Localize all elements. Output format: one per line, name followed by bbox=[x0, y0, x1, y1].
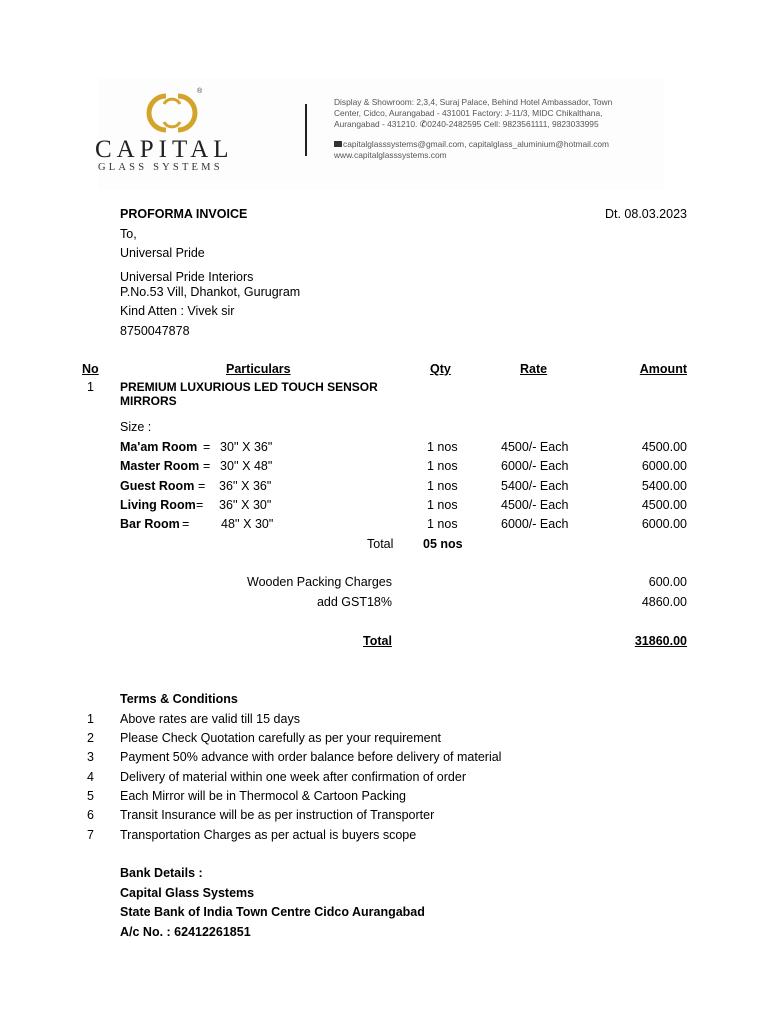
term-text: Please Check Quotation carefully as per your requirement bbox=[120, 731, 441, 745]
term-text: Delivery of material within one week after confirmation of order bbox=[120, 770, 466, 784]
term-no: 7 bbox=[87, 828, 94, 842]
client-name: Universal Pride bbox=[120, 246, 205, 260]
row-eq: = bbox=[203, 440, 211, 454]
letterhead-contact bbox=[334, 97, 612, 161]
address-line: Display & Showroom: 2,3,4, Suraj Palace, Behind Hotel Ambassador, Town bbox=[334, 97, 613, 107]
attention-line: Kind Atten : Vivek sir bbox=[120, 304, 235, 318]
email-line: capitalglasssystems@gmail.com, capitalglass_aluminium@hotmail.com bbox=[334, 139, 612, 150]
term-text: Each Mirror will be in Thermocol & Cartoon Packing bbox=[120, 789, 406, 803]
row-room: Ma'am Room bbox=[120, 440, 198, 454]
term-no: 3 bbox=[87, 750, 94, 764]
gst-label: add GST18% bbox=[316, 595, 392, 609]
row-qty: 1 nos bbox=[427, 517, 458, 531]
row-amount: 4500.00 bbox=[641, 440, 687, 454]
subtotal-qty: 05 nos bbox=[423, 537, 463, 551]
header-rate: Rate bbox=[520, 362, 548, 376]
term-text: Transportation Charges as per actual is buyers scope bbox=[120, 828, 417, 842]
row-qty: 1 nos bbox=[427, 498, 458, 512]
row-room: Master Room bbox=[120, 459, 200, 473]
item-title-line2: MIRRORS bbox=[120, 394, 177, 408]
invoice-title: PROFORMA INVOICE bbox=[120, 207, 248, 221]
row-room: Guest Room bbox=[120, 479, 195, 493]
row-qty: 1 nos bbox=[427, 440, 458, 454]
brand-subtitle: GLASS SYSTEMS bbox=[98, 162, 223, 173]
term-text: Transit Insurance will be as per instruction of Transporter bbox=[120, 808, 435, 822]
website: www.capitalglasssystems.com bbox=[334, 149, 447, 160]
grand-total-amount: 31860.00 bbox=[634, 634, 687, 648]
grand-total-label: Total bbox=[363, 634, 392, 648]
row-rate: 4500/- Each bbox=[501, 440, 569, 454]
bank-account-number: A/c No. : 62412261851 bbox=[120, 925, 251, 939]
gst-amount: 4860.00 bbox=[641, 595, 687, 609]
term-no: 2 bbox=[87, 731, 94, 745]
address-line: Aurangabad - 431210. ✆0240-2482595 Cell: 9823561111, 9823033995 bbox=[334, 119, 599, 130]
terms-heading: Terms & Conditions bbox=[120, 692, 238, 706]
row-eq: = bbox=[203, 459, 211, 473]
header-amount: Amount bbox=[639, 362, 687, 376]
bank-account-name: Capital Glass Systems bbox=[120, 886, 255, 900]
subtotal-label: Total bbox=[367, 537, 394, 551]
row-eq: = bbox=[196, 498, 204, 512]
header-particulars: Particulars bbox=[226, 362, 291, 376]
item-no: 1 bbox=[87, 380, 94, 394]
row-qty: 1 nos bbox=[427, 459, 458, 473]
registered-mark: ® bbox=[197, 88, 203, 95]
row-room: Bar Room bbox=[120, 517, 180, 531]
brand-name: CAPITAL bbox=[95, 136, 234, 163]
term-text: Above rates are valid till 15 days bbox=[120, 712, 300, 726]
row-amount: 5400.00 bbox=[641, 479, 687, 493]
row-size: 30'' X 36" bbox=[220, 440, 273, 454]
invoice-date: Dt. 08.03.2023 bbox=[604, 207, 687, 221]
item-title-line1: PREMIUM LUXURIOUS LED TOUCH SENSOR bbox=[120, 380, 378, 394]
row-rate: 6000/- Each bbox=[501, 459, 569, 473]
term-no: 5 bbox=[87, 789, 94, 803]
address-line: Center, Cidco, Aurangabad - 431001 Factory: J-11/3, MIDC Chikalthana, bbox=[334, 108, 603, 119]
row-rate: 5400/- Each bbox=[501, 479, 569, 493]
row-size: 30'' X 48" bbox=[220, 459, 273, 473]
header-no: No bbox=[82, 362, 99, 376]
letterhead-divider bbox=[305, 104, 307, 156]
term-no: 4 bbox=[87, 770, 94, 784]
client-address: P.No.53 Vill, Dhankot, Gurugram bbox=[120, 285, 301, 299]
term-no: 1 bbox=[87, 712, 94, 726]
row-amount: 6000.00 bbox=[641, 459, 687, 473]
row-size: 36'' X 36" bbox=[219, 479, 272, 493]
row-size: 36'' X 30" bbox=[219, 498, 272, 512]
packing-amount: 600.00 bbox=[648, 575, 687, 589]
row-amount: 6000.00 bbox=[641, 517, 687, 531]
header-qty: Qty bbox=[430, 362, 451, 376]
bank-heading: Bank Details : bbox=[120, 866, 203, 880]
mail-icon bbox=[334, 141, 342, 147]
client-company: Universal Pride Interiors bbox=[120, 270, 254, 284]
client-phone: 8750047878 bbox=[120, 324, 190, 338]
row-rate: 6000/- Each bbox=[501, 517, 569, 531]
phone-icon: ✆ bbox=[419, 119, 428, 130]
row-qty: 1 nos bbox=[427, 479, 458, 493]
row-rate: 4500/- Each bbox=[501, 498, 569, 512]
bank-branch: State Bank of India Town Centre Cidco Aurangabad bbox=[120, 905, 425, 919]
term-text: Payment 50% advance with order balance before delivery of material bbox=[120, 750, 502, 764]
packing-label: Wooden Packing Charges bbox=[247, 575, 392, 589]
row-eq: = bbox=[182, 517, 190, 531]
row-eq: = bbox=[198, 479, 206, 493]
row-amount: 4500.00 bbox=[641, 498, 687, 512]
row-room: Living Room bbox=[120, 498, 196, 512]
to-label: To, bbox=[120, 227, 137, 241]
row-size: 48'' X 30" bbox=[221, 517, 274, 531]
term-no: 6 bbox=[87, 808, 94, 822]
size-label: Size : bbox=[120, 420, 152, 434]
capital-logo-icon bbox=[142, 92, 202, 134]
